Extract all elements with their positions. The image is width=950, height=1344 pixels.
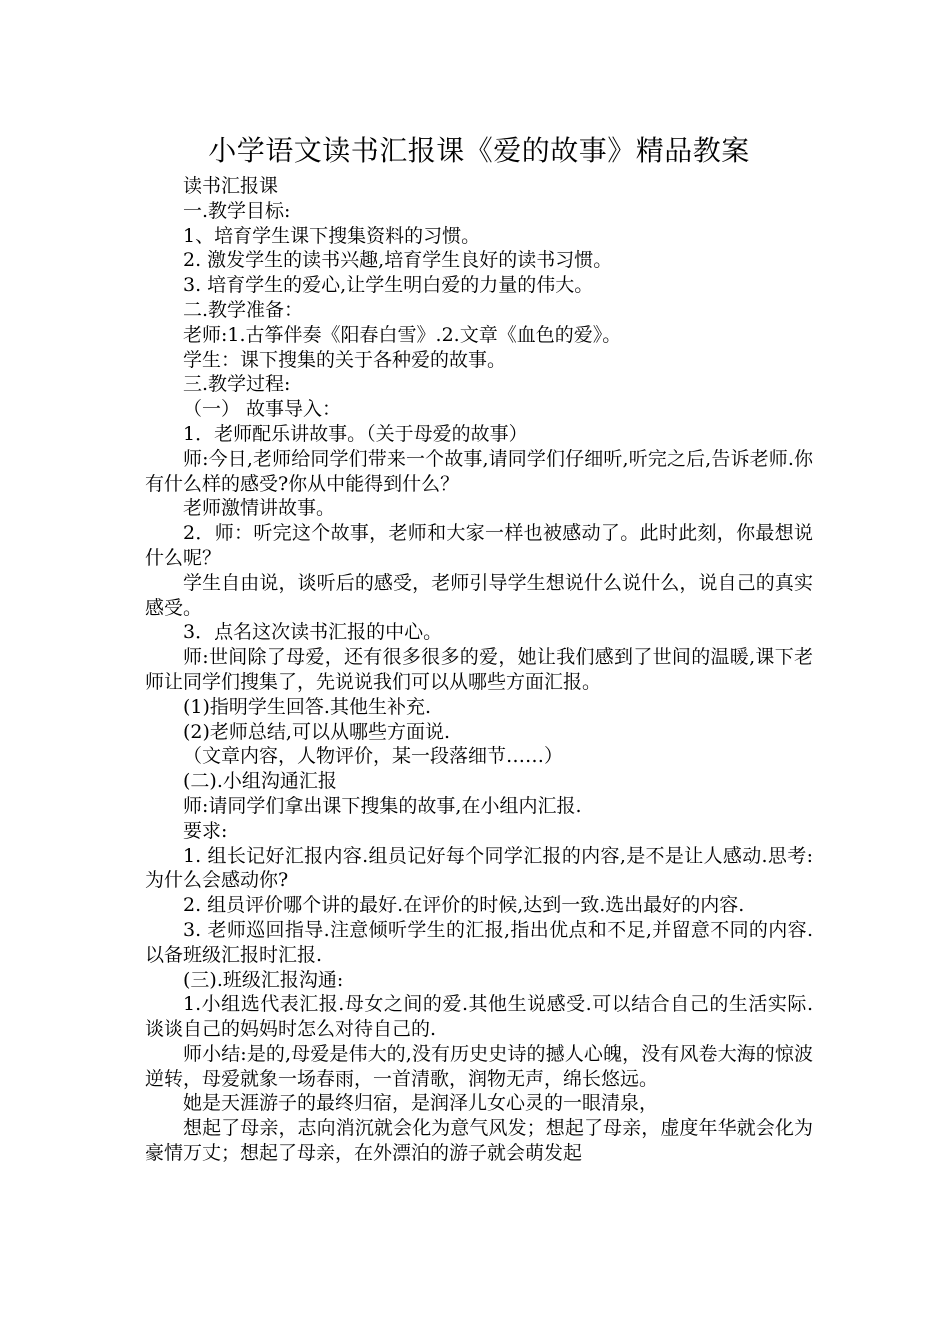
paragraph: (1)指明学生回答.其他生补充.: [183, 695, 431, 718]
paragraph: 老师激情讲故事。: [183, 497, 336, 520]
heading-teaching-goals: 一.教学目标:: [183, 199, 291, 222]
heading-teaching-preparation: 二.教学准备：: [183, 298, 304, 321]
requirement-item: 1. 组长记好汇报内容.组员记好每个同学汇报的内容,是不是让人感动.思考:为什么会感动你?: [145, 844, 813, 892]
paragraph: 3．点名这次读书汇报的中心。: [183, 621, 443, 644]
subheading-group-report: (二).小组沟通汇报: [183, 770, 337, 793]
paragraph: 想起了母亲，志向消沉就会化为意气风发；想起了母亲，虚度年华就会化为豪情万丈；想起了母亲，在外漂泊的游子就会萌发起: [145, 1117, 813, 1165]
paragraph: 师:世间除了母爱，还有很多很多的爱，她让我们感到了世间的温暖,课下老师让同学们搜集了，先说说我们可以从哪些方面汇报。: [145, 646, 813, 693]
requirement-item: 3. 老师巡回指导.注意倾听学生的汇报,指出优点和不足,并留意不同的内容.以备班级汇报时汇报.: [145, 918, 813, 966]
heading-teaching-process: 三.教学过程:: [183, 373, 291, 396]
paragraph: 师:今日,老师给同学们带来一个故事,请同学们仔细听,听完之后,告诉老师.你有什么样的感受?你从中能得到什么？: [145, 447, 813, 495]
preparation-student: 学生：课下搜集的关于各种爱的故事。: [183, 348, 507, 371]
paragraph: (2)老师总结,可以从哪些方面说.: [183, 720, 450, 743]
section-label: 读书汇报课: [183, 175, 279, 197]
document-page: [145, 128, 813, 1166]
document-title: 小学语文读书汇报课《爱的故事》精品教案: [208, 134, 750, 167]
paragraph: 学生自由说，谈听后的感受，老师引导学生想说什么说什么，说自己的真实感受。: [145, 571, 813, 619]
preparation-teacher: 老师:1.古筝伴奏《阳春白雪》.2.文章《血色的爱》。: [183, 323, 622, 346]
paragraph: 师:请同学们拿出课下搜集的故事,在小组内汇报.: [183, 794, 582, 817]
paragraph: 师小结:是的,母爱是伟大的,没有历史史诗的撼人心魄，没有风卷大海的惊波逆转，母爱就象一场春雨，一首清歌，润物无声，绵长悠远。: [145, 1042, 813, 1090]
requirement-item: 2. 组员评价哪个讲的最好.在评价的时候,达到一致.选出最好的内容.: [183, 894, 745, 917]
paragraph: 她是天涯游子的最终归宿，是润泽儿女心灵的一眼清泉，: [183, 1092, 659, 1115]
subheading-class-report: (三).班级汇报沟通:: [183, 968, 344, 991]
document-body: [145, 174, 813, 1166]
goal-item: 1、培育学生课下搜集资料的习惯。: [183, 224, 481, 247]
paragraph: 要求:: [183, 819, 228, 842]
goal-item: 2. 激发学生的读书兴趣,培育学生良好的读书习惯。: [183, 249, 613, 272]
goal-item: 3. 培育学生的爱心,让学生明白爱的力量的伟大。: [183, 274, 594, 297]
paragraph: 2．师：听完这个故事，老师和大家一样也被感动了。此时此刻，你最想说什么呢？: [145, 522, 813, 569]
paragraph: 1.小组选代表汇报.母女之间的爱.其他生说感受.可以结合自己的生活实际.谈谈自己的妈妈时怎么对待自己的.: [145, 993, 813, 1041]
subheading-story-intro: （一） 故事导入：: [183, 398, 342, 421]
paragraph: （文章内容，人物评价，某一段落细节……）: [183, 745, 564, 768]
paragraph: 1．老师配乐讲故事。（关于母爱的故事）: [183, 422, 528, 445]
